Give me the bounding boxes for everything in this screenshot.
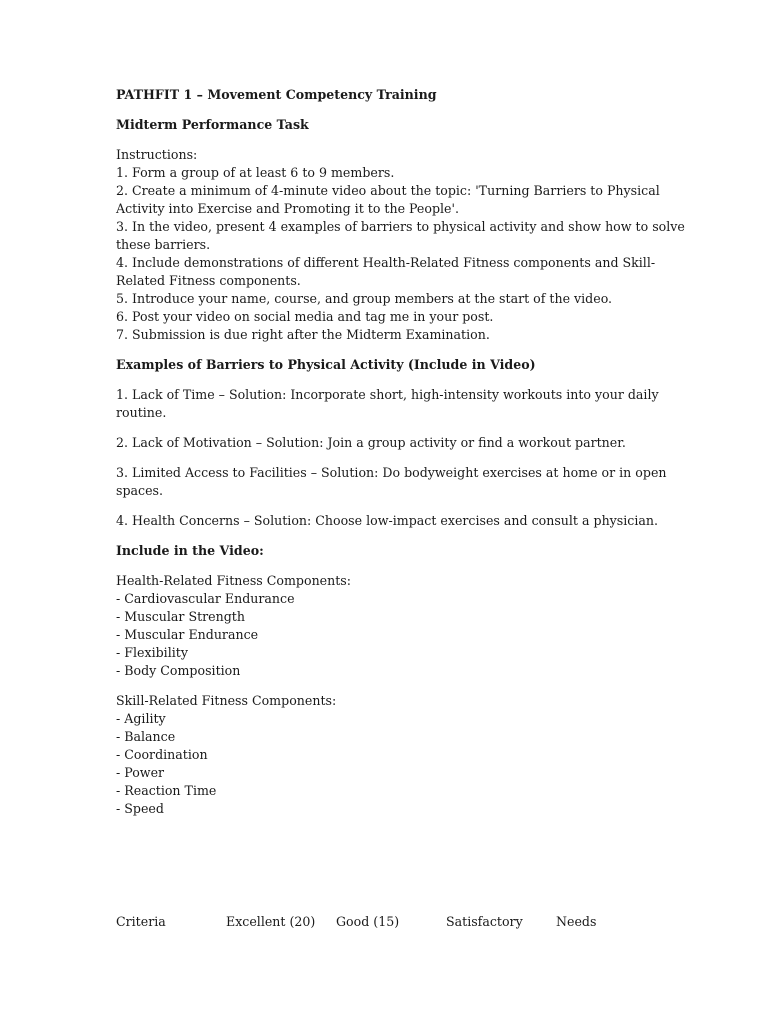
barriers-section (116, 356, 667, 530)
barrier-line: routine. (116, 405, 167, 420)
instructions-heading: Instructions: (116, 147, 198, 162)
instruction-line: 2. Create a minimum of 4-minute video about the topic: 'Turning Barriers to Physical (116, 183, 660, 198)
list-item: - Body Composition (116, 663, 241, 678)
instruction-line: 1. Form a group of at least 6 to 9 members. (116, 165, 395, 180)
barrier-item (116, 464, 667, 500)
health-components-list (116, 572, 661, 680)
document-subtitle: Midterm Performance Task (116, 117, 309, 132)
list-item: - Balance (116, 729, 176, 744)
list-item: - Flexibility (116, 645, 188, 660)
skill-components-list (116, 692, 661, 818)
instruction-line: Activity into Exercise and Promoting it to the People'. (116, 201, 459, 216)
include-heading: Include in the Video: (116, 543, 264, 558)
barrier-line: 2. Lack of Motivation – Solution: Join a group activity or find a workout partner. (116, 435, 626, 450)
barrier-line: spaces. (116, 483, 164, 498)
document-body (116, 86, 685, 818)
instruction-line: 3. In the video, present 4 examples of barriers to physical activity and show how to solve (116, 219, 685, 234)
list-item: - Muscular Endurance (116, 627, 259, 642)
health-components-label: Health-Related Fitness Components: (116, 573, 352, 588)
criteria-column-header: Criteria (116, 914, 166, 929)
excellent-column-header: Excellent (20) (226, 914, 316, 929)
instruction-line: 7. Submission is due right after the Midterm Examination. (116, 327, 490, 342)
barrier-line: 3. Limited Access to Facilities – Solution: Do bodyweight exercises at home or in open (116, 465, 667, 480)
satisfactory-column-header: Satisfactory (446, 914, 523, 929)
instruction-line: Related Fitness components. (116, 273, 301, 288)
good-column-header: Good (15) (336, 914, 400, 929)
instruction-line: 5. Introduce your name, course, and group members at the start of the video. (116, 291, 613, 306)
list-item: - Coordination (116, 747, 208, 762)
barrier-line: 1. Lack of Time – Solution: Incorporate short, high-intensity workouts into your daily (116, 387, 659, 402)
list-item: - Muscular Strength (116, 609, 245, 624)
instruction-line: 4. Include demonstrations of different Health-Related Fitness components and Skill- (116, 255, 656, 270)
list-item: - Speed (116, 801, 164, 816)
barrier-item (116, 386, 661, 422)
barrier-item (116, 434, 661, 452)
instruction-line: 6. Post your video on social media and tag me in your post. (116, 309, 494, 324)
document-title: PATHFIT 1 – Movement Competency Training (116, 87, 437, 102)
barrier-line: 4. Health Concerns – Solution: Choose low-impact exercises and consult a physician. (116, 513, 658, 528)
barriers-heading: Examples of Barriers to Physical Activity (Include in Video) (116, 357, 536, 372)
include-section (116, 542, 661, 818)
list-item: - Power (116, 765, 165, 780)
list-item: - Cardiovascular Endurance (116, 591, 295, 606)
skill-components-label: Skill-Related Fitness Components: (116, 693, 337, 708)
barrier-item (116, 512, 661, 530)
instructions-section (116, 146, 685, 344)
list-item: - Reaction Time (116, 783, 217, 798)
criteria-table-header (116, 913, 676, 931)
instruction-line: these barriers. (116, 237, 211, 252)
list-item: - Agility (116, 711, 166, 726)
needs-column-header: Needs (556, 914, 597, 929)
